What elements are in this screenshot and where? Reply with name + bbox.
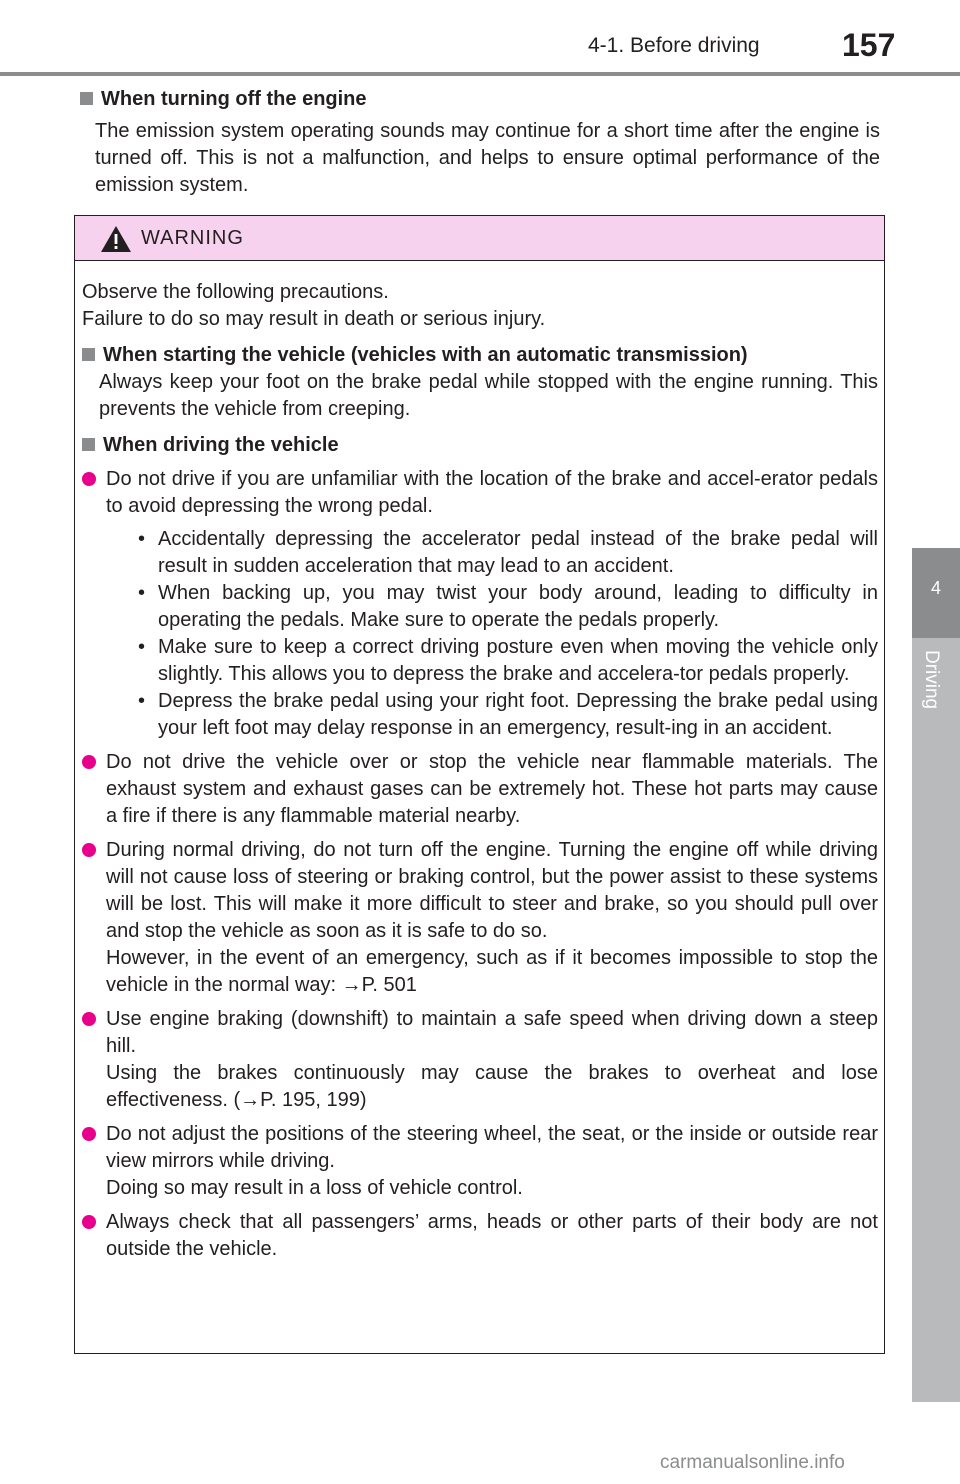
- pink-bullet-icon: [82, 1127, 96, 1141]
- intro-heading-text: When turning off the engine: [101, 88, 367, 110]
- dash-item: • When backing up, you may twist your body around, leading to difficulty in operating the pedals. Make sure to operate the pedals properly.: [138, 582, 878, 631]
- pink-bullet-icon: [82, 1215, 96, 1229]
- dash-item: • Depress the brake pedal using your right foot. Depressing the brake pedal using your left foot may delay response in an emergency, result-ing in an accident.: [138, 690, 878, 739]
- dash-text: Depress the brake pedal using your right foot. Depressing the brake pedal using your left foot may delay response in an emergency, result-ing in an accident.: [158, 690, 878, 739]
- bullet-text: Do not drive the vehicle over or stop the vehicle near flammable materials. The exhaust system and exhaust gases can be extremely hot. These hot parts may cause a fire if there is any flammable material nearby.: [106, 751, 878, 827]
- section-paragraph: Always keep your foot on the brake pedal while stopped with the engine running. This prevents the vehicle from creeping.: [99, 371, 878, 420]
- dash-item: • Accidentally depressing the accelerator pedal instead of the brake pedal will result in sudden acceleration that may lead to an accident.: [138, 528, 878, 577]
- chapter-tab: [912, 548, 960, 638]
- bullet-item: [82, 837, 878, 999]
- header-rule: [0, 72, 960, 76]
- bullet-item: [82, 1209, 878, 1263]
- bullet-item: [82, 1121, 878, 1202]
- pink-bullet-icon: [82, 1012, 96, 1026]
- intro-body: The emission system operating sounds may continue for a short time after the engine is turned off. This is not a malfunction, and helps to ensure optimal performance of the emission system.: [95, 120, 880, 196]
- dash-text: When backing up, you may twist your body around, leading to difficulty in operating the pedals. Make sure to operate the pedals properly.: [158, 582, 878, 631]
- bullet-item: [82, 749, 878, 830]
- watermark: carmanualsonline.info: [660, 1452, 845, 1473]
- dash-item: • Make sure to keep a correct driving posture even when moving the vehicle only slightly. This allows you to depress the brake and accelera-tor pedals properly.: [138, 636, 878, 685]
- bullet-text: Using the brakes continuously may cause the brakes to overheat and lose effectiveness. (→P. 195, 199): [106, 1062, 878, 1111]
- pink-bullet-icon: [82, 843, 96, 857]
- dash-text: Accidentally depressing the accelerator pedal instead of the brake pedal will result in sudden acceleration that may lead to an accident.: [158, 528, 878, 577]
- bullet-text: However, in the event of an emergency, such as if it becomes impossible to stop the vehicle in the normal way: →P. 501: [106, 947, 878, 996]
- bullet-text: During normal driving, do not turn off the engine. Turning the engine off while driving will not cause loss of steering or braking control, but the power assist to these systems will be lost. This will make it more difficult to steer and brake, so you should pull over and stop the vehicle as soon as it is safe to do so.: [106, 839, 878, 942]
- section-heading: [82, 432, 878, 459]
- section-heading-text: When starting the vehicle (vehicles with an automatic transmission): [103, 344, 748, 366]
- dash-list: [130, 526, 878, 742]
- warning-triangle-icon: [100, 225, 132, 253]
- bullet-text: Always check that all passengers’ arms, heads or other parts of their body are not outside the vehicle.: [106, 1211, 878, 1260]
- chapter-number: 4: [930, 578, 941, 598]
- page-number: 157: [842, 27, 896, 63]
- intro-heading: [80, 88, 367, 111]
- pink-bullet-icon: [82, 472, 96, 486]
- warning-intro-line: Failure to do so may result in death or serious injury.: [82, 308, 546, 330]
- bullet-text: Doing so may result in a loss of vehicle control.: [106, 1177, 523, 1199]
- bullet-item: [82, 466, 878, 742]
- bullet-text: Do not drive if you are unfamiliar with the location of the brake and accel-erator pedals to avoid depressing the wrong pedal.: [106, 468, 878, 517]
- bullet-item: [82, 1006, 878, 1114]
- warning-header: [75, 216, 884, 261]
- warning-title: WARNING: [141, 227, 244, 249]
- square-bullet-icon: [82, 348, 95, 361]
- dash-text: Make sure to keep a correct driving posture even when moving the vehicle only slightly. This allows you to depress the brake and accelera-tor pedals properly.: [158, 636, 878, 685]
- section-title: 4-1. Before driving: [588, 34, 760, 57]
- warning-body: [82, 279, 878, 1263]
- square-bullet-icon: [80, 92, 93, 105]
- bullet-text: Do not adjust the positions of the steering wheel, the seat, or the inside or outside rear view mirrors while driving.: [106, 1123, 878, 1172]
- section-heading: [82, 342, 878, 369]
- bullet-text: Use engine braking (downshift) to maintain a safe speed when driving down a steep hill.: [106, 1008, 878, 1057]
- warning-box: [74, 215, 885, 1354]
- warning-intro-line: Observe the following precautions.: [82, 281, 389, 303]
- pink-bullet-icon: [82, 755, 96, 769]
- square-bullet-icon: [82, 438, 95, 451]
- chapter-label: Driving: [921, 650, 942, 710]
- chapter-strip: [912, 638, 960, 1402]
- section-heading-text: When driving the vehicle: [103, 434, 339, 456]
